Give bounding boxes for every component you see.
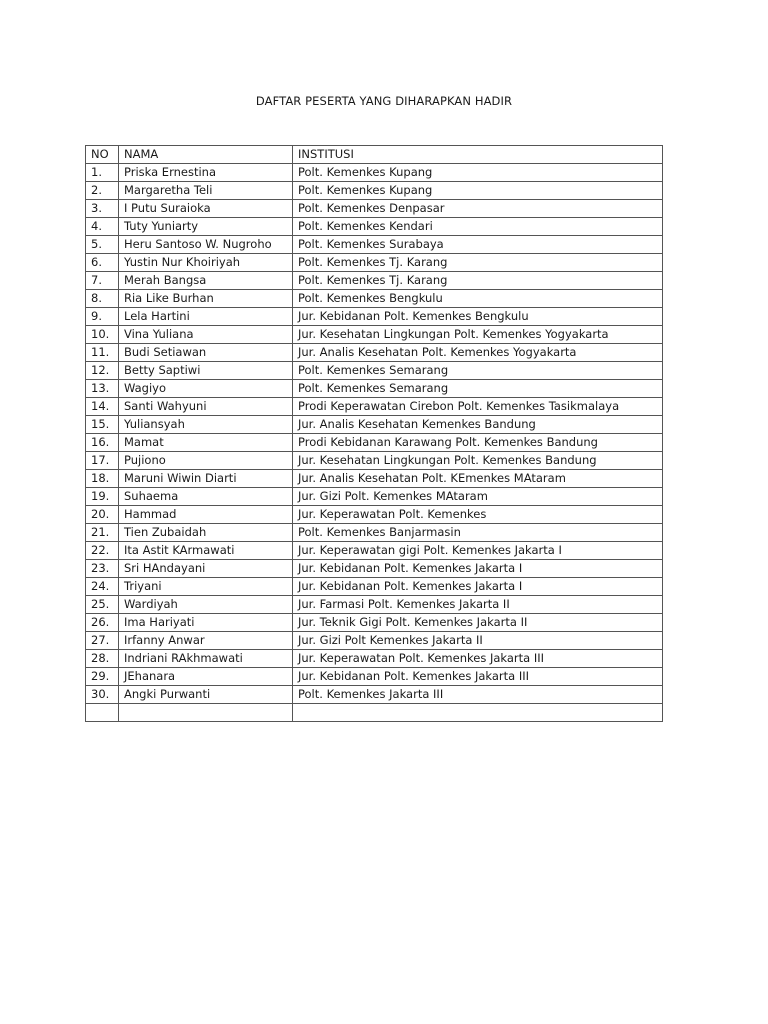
table-row [86,308,663,326]
cell-nama: Irfanny Anwar [119,632,293,650]
cell-institusi: Jur. Kebidanan Polt. Kemenkes Jakarta I [293,578,663,596]
table-row [86,704,663,722]
table-row [86,200,663,218]
cell-nama: Budi Setiawan [119,344,293,362]
participants-table [85,145,663,722]
cell-institusi: Jur. Gizi Polt. Kemenkes MAtaram [293,488,663,506]
document-title: DAFTAR PESERTA YANG DIHARAPKAN HADIR [255,94,513,108]
table-row [86,164,663,182]
cell-no: 6. [86,254,119,272]
cell-no: 15. [86,416,119,434]
table-row [86,218,663,236]
cell-institusi: Jur. Analis Kesehatan Polt. KEmenkes MAtaram [293,470,663,488]
table-row [86,272,663,290]
cell-nama: JEhanara [119,668,293,686]
cell-institusi: Jur. Kebidanan Polt. Kemenkes Jakarta III [293,668,663,686]
cell-institusi: Jur. Teknik Gigi Polt. Kemenkes Jakarta II [293,614,663,632]
table-row [86,542,663,560]
table-row [86,254,663,272]
cell-institusi: Polt. Kemenkes Jakarta III [293,686,663,704]
cell-nama: Maruni Wiwin Diarti [119,470,293,488]
cell-no: 20. [86,506,119,524]
cell-institusi: Polt. Kemenkes Banjarmasin [293,524,663,542]
table-row [86,380,663,398]
cell-institusi: Jur. Kebidanan Polt. Kemenkes Bengkulu [293,308,663,326]
cell-no: 26. [86,614,119,632]
cell-nama: Triyani [119,578,293,596]
cell-institusi: Jur. Keperawatan gigi Polt. Kemenkes Jakarta I [293,542,663,560]
table-row [86,560,663,578]
table-row [86,344,663,362]
cell-nama: I Putu Suraioka [119,200,293,218]
table-row [86,668,663,686]
cell-institusi: Jur. Kesehatan Lingkungan Polt. Kemenkes Bandung [293,452,663,470]
cell-institusi: Polt. Kemenkes Kupang [293,164,663,182]
table-row [86,398,663,416]
cell-no: 11. [86,344,119,362]
cell-institusi: Polt. Kemenkes Denpasar [293,200,663,218]
cell-institusi: Jur. Analis Kesehatan Kemenkes Bandung [293,416,663,434]
table-row [86,236,663,254]
cell-nama: Indriani RAkhmawati [119,650,293,668]
cell-institusi: Polt. Kemenkes Kendari [293,218,663,236]
cell-nama: Priska Ernestina [119,164,293,182]
cell-nama: Wardiyah [119,596,293,614]
table-row [86,362,663,380]
table-row [86,416,663,434]
table-row [86,596,663,614]
cell-nama [119,704,293,722]
cell-nama: Ria Like Burhan [119,290,293,308]
cell-nama: Pujiono [119,452,293,470]
table-header-row [86,146,663,164]
cell-no: 19. [86,488,119,506]
cell-institusi: Polt. Kemenkes Kupang [293,182,663,200]
cell-no: 21. [86,524,119,542]
cell-nama: Heru Santoso W. Nugroho [119,236,293,254]
table-row [86,326,663,344]
table-row [86,524,663,542]
cell-no: 29. [86,668,119,686]
cell-institusi: Jur. Kesehatan Lingkungan Polt. Kemenkes Yogyakarta [293,326,663,344]
cell-institusi: Polt. Kemenkes Semarang [293,362,663,380]
cell-no: 5. [86,236,119,254]
cell-no: 30. [86,686,119,704]
cell-no: 25. [86,596,119,614]
cell-institusi [293,704,663,722]
cell-nama: Wagiyo [119,380,293,398]
cell-no: 28. [86,650,119,668]
cell-nama: Hammad [119,506,293,524]
cell-no: 10. [86,326,119,344]
cell-no: 7. [86,272,119,290]
cell-no: 22. [86,542,119,560]
cell-nama: Yuliansyah [119,416,293,434]
cell-institusi: Jur. Farmasi Polt. Kemenkes Jakarta II [293,596,663,614]
header-institusi: INSTITUSI [293,146,663,164]
cell-no: 3. [86,200,119,218]
cell-no: 8. [86,290,119,308]
table-body [86,164,663,722]
cell-institusi: Polt. Kemenkes Tj. Karang [293,272,663,290]
cell-nama: Vina Yuliana [119,326,293,344]
cell-no: 4. [86,218,119,236]
header-no: NO [86,146,119,164]
table-row [86,614,663,632]
cell-institusi: Prodi Keperawatan Cirebon Polt. Kemenkes Tasikmalaya [293,398,663,416]
cell-nama: Lela Hartini [119,308,293,326]
cell-nama: Betty Saptiwi [119,362,293,380]
cell-nama: Ima Hariyati [119,614,293,632]
cell-institusi: Polt. Kemenkes Bengkulu [293,290,663,308]
table-row [86,506,663,524]
cell-institusi: Polt. Kemenkes Surabaya [293,236,663,254]
table-row [86,686,663,704]
table-row [86,434,663,452]
cell-no: 23. [86,560,119,578]
cell-no: 17. [86,452,119,470]
table-row [86,632,663,650]
cell-institusi: Polt. Kemenkes Tj. Karang [293,254,663,272]
cell-no [86,704,119,722]
cell-no: 2. [86,182,119,200]
cell-nama: Santi Wahyuni [119,398,293,416]
cell-no: 27. [86,632,119,650]
cell-nama: Mamat [119,434,293,452]
cell-no: 24. [86,578,119,596]
cell-nama: Suhaema [119,488,293,506]
cell-nama: Merah Bangsa [119,272,293,290]
cell-nama: Sri HAndayani [119,560,293,578]
cell-nama: Angki Purwanti [119,686,293,704]
table-row [86,470,663,488]
cell-institusi: Jur. Kebidanan Polt. Kemenkes Jakarta I [293,560,663,578]
cell-institusi: Polt. Kemenkes Semarang [293,380,663,398]
cell-no: 16. [86,434,119,452]
cell-no: 13. [86,380,119,398]
cell-no: 18. [86,470,119,488]
cell-no: 9. [86,308,119,326]
table-row [86,488,663,506]
table-row [86,452,663,470]
table-row [86,182,663,200]
header-nama: NAMA [119,146,293,164]
cell-institusi: Jur. Gizi Polt Kemenkes Jakarta II [293,632,663,650]
table-row [86,578,663,596]
cell-no: 12. [86,362,119,380]
cell-nama: Yustin Nur Khoiriyah [119,254,293,272]
table-row [86,290,663,308]
cell-institusi: Prodi Kebidanan Karawang Polt. Kemenkes Bandung [293,434,663,452]
cell-institusi: Jur. Keperawatan Polt. Kemenkes [293,506,663,524]
table-row [86,650,663,668]
cell-nama: Margaretha Teli [119,182,293,200]
cell-nama: Tien Zubaidah [119,524,293,542]
cell-nama: Tuty Yuniarty [119,218,293,236]
cell-no: 1. [86,164,119,182]
cell-nama: Ita Astit KArmawati [119,542,293,560]
cell-institusi: Jur. Analis Kesehatan Polt. Kemenkes Yogyakarta [293,344,663,362]
cell-no: 14. [86,398,119,416]
cell-institusi: Jur. Keperawatan Polt. Kemenkes Jakarta III [293,650,663,668]
